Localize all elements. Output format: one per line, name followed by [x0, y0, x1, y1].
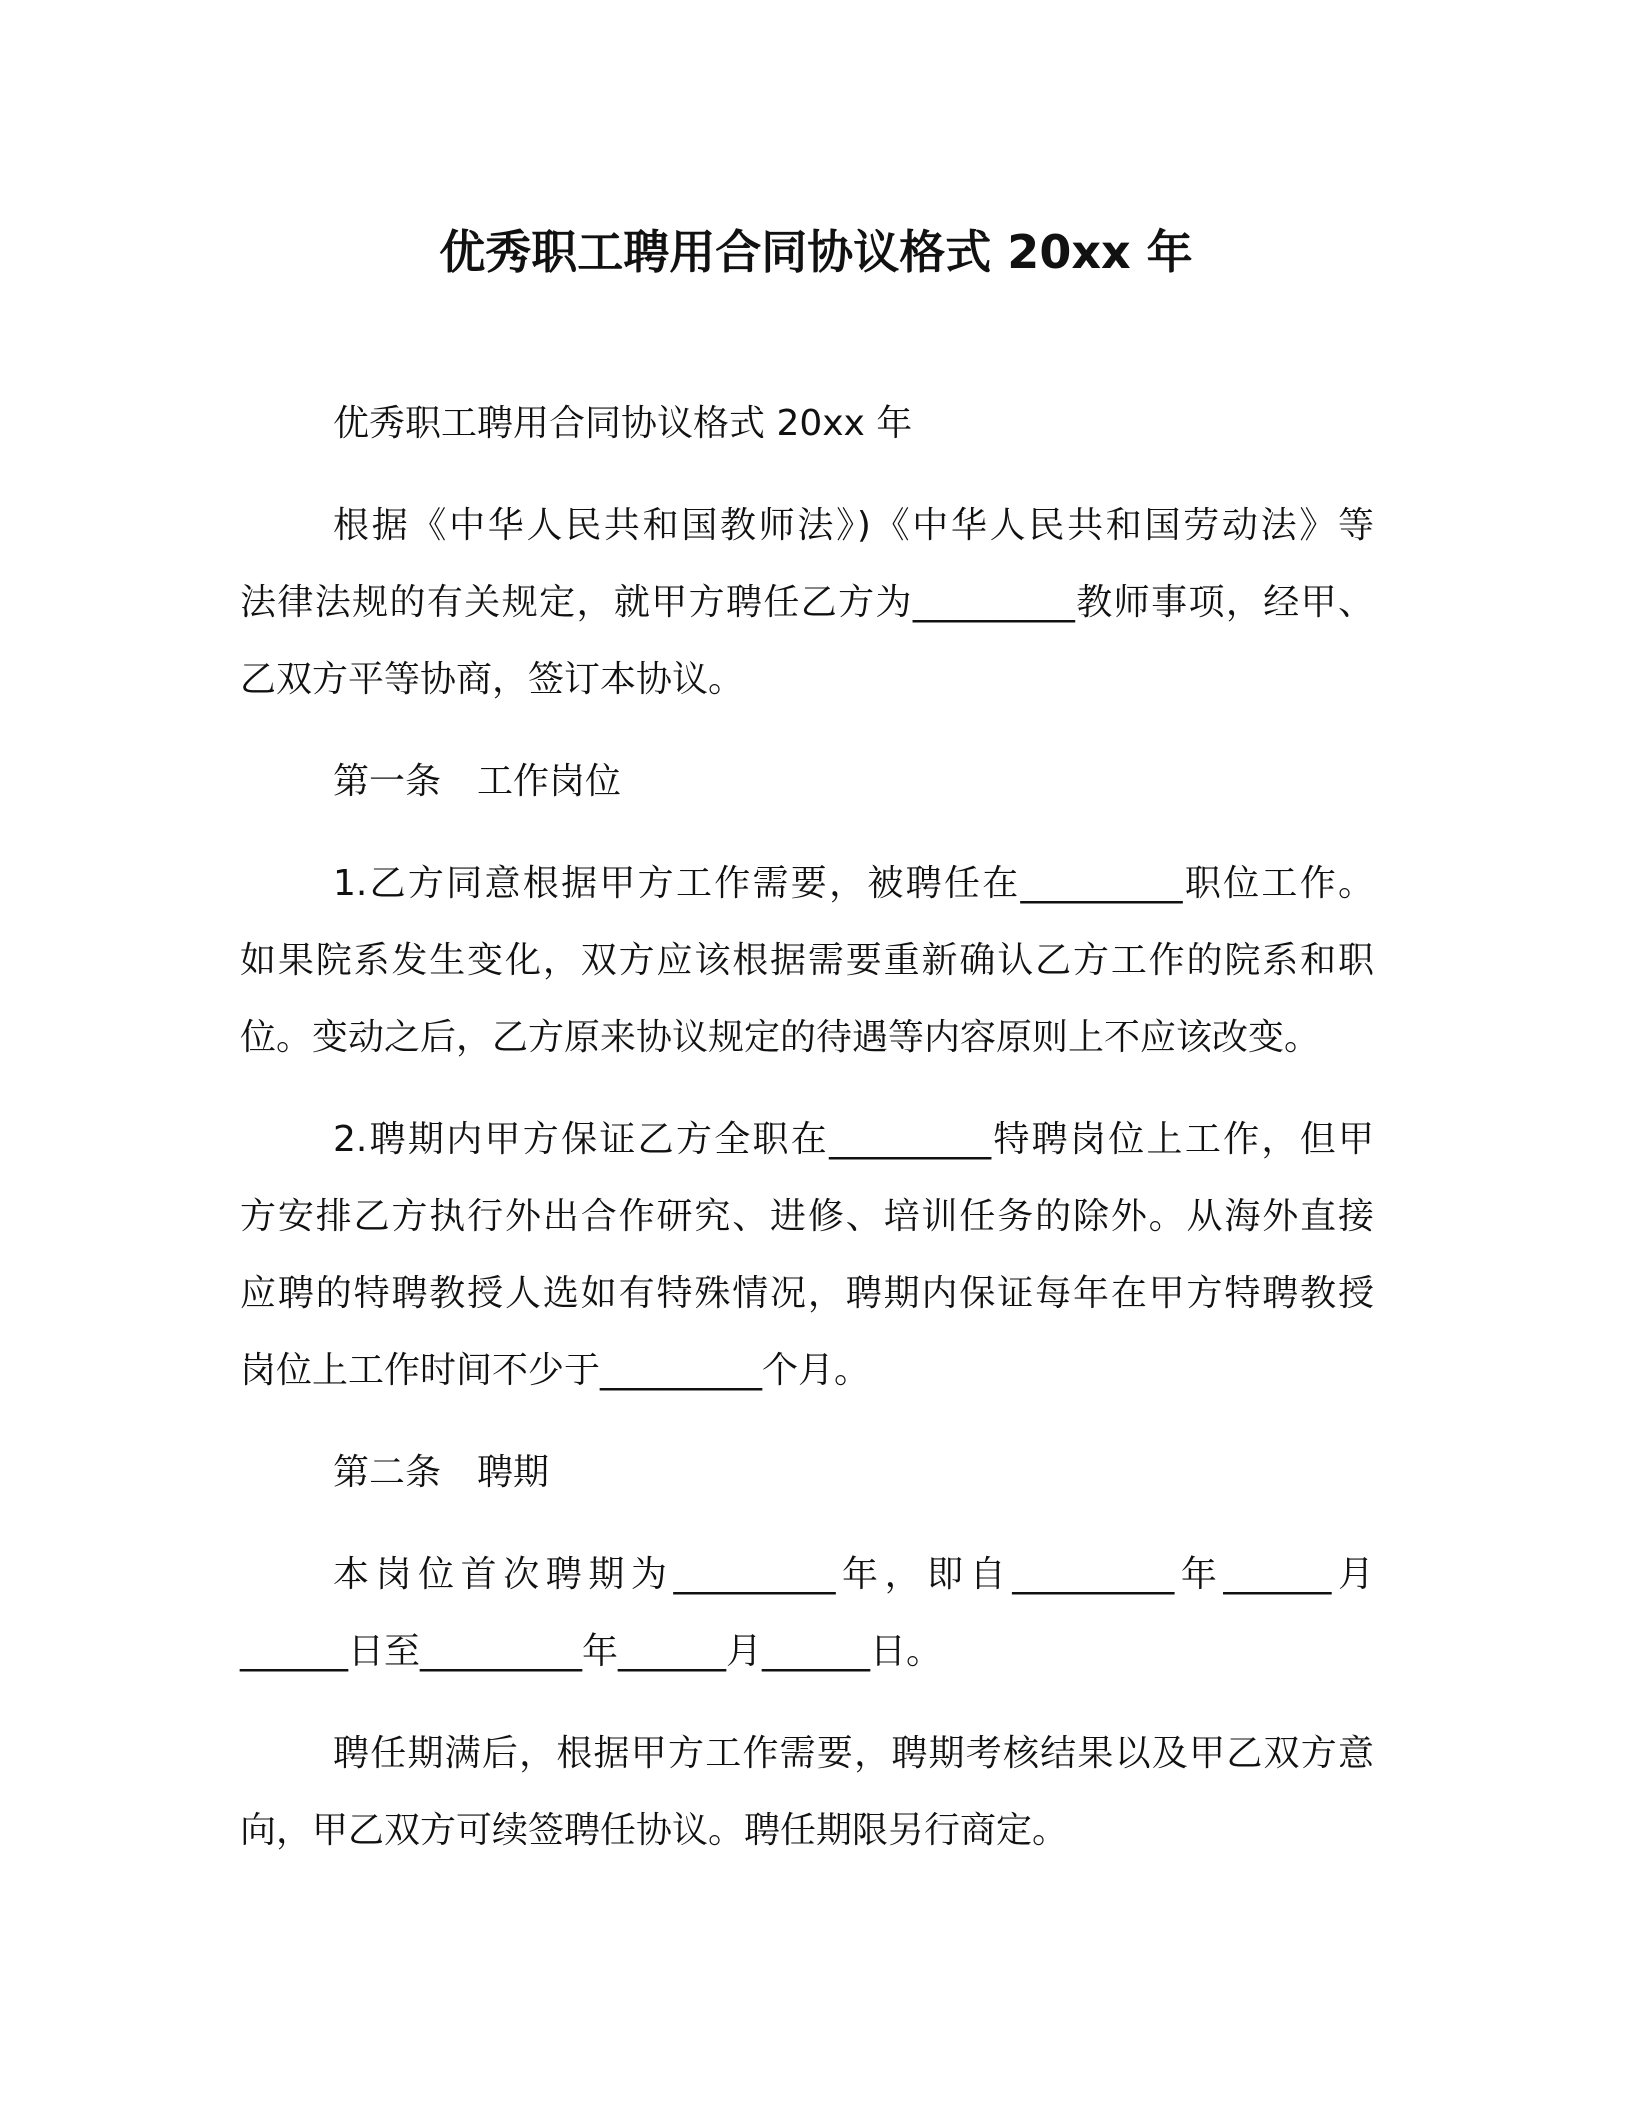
- text-line: 优秀职工聘用合同协议格式 20xx 年: [333, 403, 913, 444]
- document-body: [240, 396, 1374, 1905]
- text-line: 位。变动之后，乙方原来协议规定的待遇等内容原则上不应该改变。: [240, 1017, 1321, 1058]
- text-line: 乙双方平等协商，签订本协议。: [240, 659, 745, 700]
- text-line: 向，甲乙双方可续签聘任协议。聘任期限另行商定。: [240, 1810, 1069, 1851]
- text-line: 2.聘期内甲方保证乙方全职在_________特聘岗位上工作，但甲: [333, 1119, 1374, 1160]
- document-title: 优秀职工聘用合同协议格式 20xx 年: [439, 225, 1193, 279]
- paragraph: [240, 1112, 1374, 1420]
- text-line: 方安排乙方执行外出合作研究、进修、培训任务的除外。从海外直接: [240, 1196, 1374, 1237]
- paragraph: [240, 1726, 1374, 1880]
- paragraph: [240, 396, 1374, 473]
- text-line: 根据《中华人民共和国教师法》)《中华人民共和国劳动法》等: [333, 505, 1374, 546]
- text-line: 聘任期满后，根据甲方工作需要，聘期考核结果以及甲乙双方意: [333, 1733, 1374, 1774]
- text-line: 1.乙方同意根据甲方工作需要，被聘任在_________职位工作。: [333, 863, 1374, 904]
- text-line: 第一条 工作岗位: [333, 761, 622, 802]
- text-line: 法律法规的有关规定，就甲方聘任乙方为_________教师事项，经甲、: [240, 582, 1374, 623]
- paragraph: [240, 1547, 1374, 1701]
- text-line: 岗位上工作时间不少于_________个月。: [240, 1350, 871, 1391]
- text-line: ______日至_________年______月______日。: [240, 1631, 942, 1672]
- paragraph: [240, 498, 1374, 729]
- text-line: 如果院系发生变化，双方应该根据需要重新确认乙方工作的院系和职: [240, 940, 1374, 981]
- text-line: 本岗位首次聘期为_________年，即自_________年______月: [333, 1554, 1374, 1595]
- text-line: 第二条 聘期: [333, 1452, 550, 1493]
- text-line: 应聘的特聘教授人选如有特殊情况，聘期内保证每年在甲方特聘教授: [240, 1273, 1374, 1314]
- paragraph: [240, 856, 1374, 1087]
- paragraph: [240, 1445, 1374, 1522]
- paragraph: [240, 754, 1374, 831]
